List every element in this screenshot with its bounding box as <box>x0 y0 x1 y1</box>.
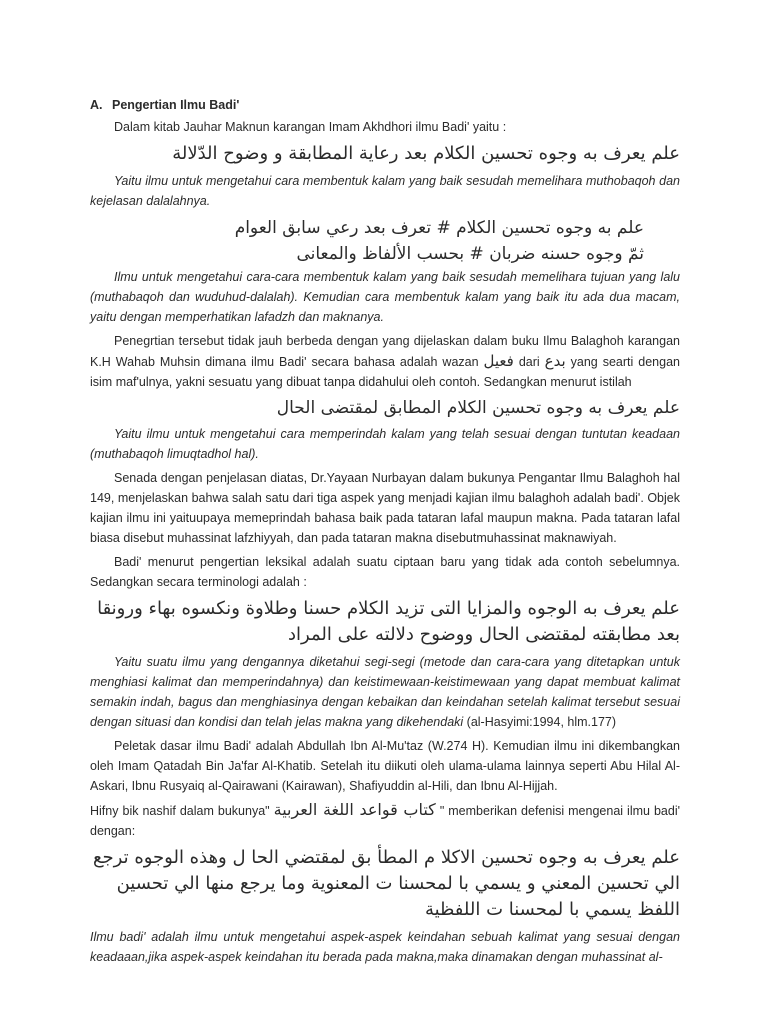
arabic-word-bada: بدع <box>544 352 566 370</box>
arabic-word-faiil: فعيل <box>483 352 514 370</box>
arabic-verse-line-1: علم به وجوه تحسين الكلام # تعرف بعد رعي سابق العوام <box>234 218 644 238</box>
translation-1: Yaitu ilmu untuk mengetahui cara membentuk kalam yang baik sesudah memelihara muthobaqoh dan kejelasan dalalahnya. <box>90 174 680 208</box>
paragraph-text: dari <box>518 355 540 369</box>
paragraph-leksikal: Badi' menurut pengertian leksikal adalah suatu ciptaan baru yang tidak ada contoh sebelumnya. Sedangkan secara terminologi adalah : <box>90 555 680 589</box>
arabic-verse-line-2: ثمّ وجوه حسنه ضربان # بحسب الألفاظ والمعانى <box>296 244 644 264</box>
paragraph-text: Penegrtian tersebut tidak jauh berbeda dengan yang dijelaskan dalam buku Ilmu Balaghoh karangan K.H Wahab Muhsin dimana ilmu Badi' secara bahasa adalah wazan <box>90 334 680 369</box>
translation-4 <box>90 652 680 732</box>
section-heading <box>90 95 680 115</box>
translation-5: Ilmu badi' adalah ilmu untuk mengetahui aspek-aspek keindahan sebuah kalimat yang sesuai dengan keadaaan,jika aspek-aspek keindahan itu berada pada makna,maka dinamakan dengan muhassinat al- <box>90 930 680 964</box>
paragraph-text: " memberikan defenisi mengenai ilmu badi' dengan: <box>90 804 681 838</box>
paragraph-intro: Dalam kitab Jauhar Maknun karangan Imam Akhdhori ilmu Badi' yaitu : <box>114 120 507 134</box>
arabic-definition-3: علم يعرف به الوجوه والمزايا التى تزيد الكلام حسنا وطلاوة ونكسوه بهاء ورونقا بعد مطابقته لمقتضى الحال ووضوح دلالته على المراد <box>97 598 680 645</box>
translation-2: Ilmu untuk mengetahui cara-cara membentuk kalam yang baik sesudah memelihara tujuan yang lalu (muthabaqoh dan wuduhud-dalalah). Kemudian cara membentuk kalam yang baik itu ada dua macam, yaitu dengan memperhatikan lafadzh dan maknanya. <box>90 270 680 324</box>
arabic-book-title: كتاب قواعد اللغة العربية <box>273 800 436 819</box>
paragraph-text: yang searti dengan isim maf'ulnya, yakni sesuatu yang dibuat tanpa didahului oleh contoh. Sedangkan menurut istilah <box>90 355 680 389</box>
citation: (al-Hasyimi:1994, hlm.177) <box>463 715 617 729</box>
paragraph-text: Yaitu suatu ilmu yang dengannya diketahui segi-segi (metode dan cara-cara yang ditetapkan untuk menghiasi kalimat dan memperindahnya) dan keistimewaan-keistimewaan yang dapat membuat kalimat semakin indah, bagus dan menghiasinya dengan kebaikan dan keindahan setelah kalimat tersebut sesuai dengan situasi dan kondisi dan telah jelas makna yang dikehendaki <box>90 655 680 729</box>
document-body <box>90 95 680 971</box>
arabic-definition-4: علم يعرف به وجوه تحسين الاكلا م المطأ بق لمقتضي الحا ل وهذه الوجوه ترجع الي تحسين المعني و يسمي با لمحسنا ت المعنوية وما يرجع منها الي تحسين اللفظ يسمي با لمحسنا ت اللفظية <box>92 847 680 920</box>
paragraph-peletak-dasar: Peletak dasar ilmu Badi' adalah Abdullah Ibn Al-Mu'taz (W.274 H). Kemudian ilmu ini dikembangkan oleh Imam Qatadah Bin Ja'far Al-Khatib. Setelah itu diikuti oleh ulama-ulama lainnya seperti Abu Hilal Al-Askari, Ibnu Rusyaiq al-Qairawani (Kairawan), Shafiyuddin al-Hili, dan Ibnu Al-Hijjah. <box>90 739 680 793</box>
paragraph-wahab-muhsin <box>90 331 680 392</box>
section-number: A. <box>90 98 103 112</box>
section-title: Pengertian Ilmu Badi' <box>112 98 240 112</box>
paragraph-hifny <box>90 800 680 841</box>
arabic-definition-1: علم يعرف به وجوه تحسين الكلام بعد رعاية المطابقة و وضوح الدّلالة <box>172 143 680 164</box>
paragraph-text: Hifny bik nashif dalam bukunya" <box>90 804 270 818</box>
translation-3: Yaitu ilmu untuk mengetahui cara memperindah kalam yang telah sesuai dengan tuntutan keadaan (muthabaqoh limuqtadhol hal). <box>90 427 680 461</box>
paragraph-nurbayan: Senada dengan penjelasan diatas, Dr.Yayaan Nurbayan dalam bukunya Pengantar Ilmu Balaghoh hal 149, menjelaskan bahwa salah satu dari tiga aspek yang menjadi kajian ilmu balaghoh adalah badi'. Objek kajian ilmu ini yaituupaya memeprindah bahasa baik pada tataran lafal maupun makna. Pada tataran lafal biasa disebut muhassinat lafzhiyyah, dan pada tataran makna disebutmuhassinat maknawiyah. <box>90 471 680 545</box>
arabic-definition-2: علم يعرف به وجوه تحسين الكلام المطابق لمقتضى الحال <box>276 398 680 418</box>
